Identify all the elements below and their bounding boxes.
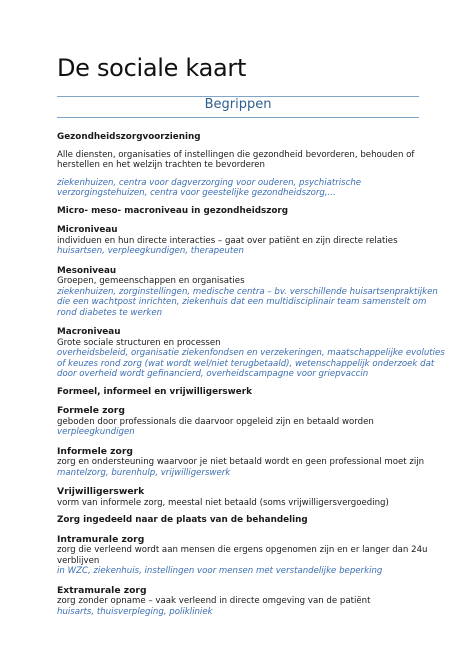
- subheading-mesoniveau: Mesoniveau: [57, 265, 117, 276]
- subheading-intramurale-zorg: Intramurale zorg: [57, 533, 145, 545]
- subheading-vrijwilligerswerk: Vrijwilligerswerk: [57, 486, 145, 497]
- page-title: De sociale kaart: [57, 54, 247, 82]
- example-text: of keuzes rond zorg (wat wordt wel/niet terugbetaald), wetenschappelijk onderzoek dat: [57, 358, 435, 369]
- example-text: huisartsen, verpleegkundigen, therapeuten: [57, 246, 244, 256]
- document-body: [57, 132, 445, 617]
- definition-text: zorg die verleend wordt aan mensen die ergens opgenomen zijn en er langer dan 24u: [57, 545, 428, 555]
- definition-text: geboden door professionals die daarvoor opgeleid zijn en betaald worden: [57, 416, 374, 427]
- definition-text: Grote sociale structuren en processen: [57, 337, 221, 348]
- definition-text: Alle diensten, organisaties of instellingen die gezondheid bevorderen, behouden of: [57, 149, 415, 160]
- definition-text: Groepen, gemeenschappen en organisaties: [57, 276, 245, 286]
- definition-text: zorg zonder opname – vaak verleend in directe omgeving van de patiënt: [57, 596, 371, 606]
- section-heading-niveaus: Micro- meso- macroniveau in gezondheidszorg: [57, 205, 289, 216]
- definition-text: zorg en ondersteuning waarvoor je niet betaald wordt en geen professional moet zijn: [57, 457, 425, 467]
- example-text: die een wachtpost inrichten, ziekenhuis dat een multidisciplinair team samenstelt om: [57, 297, 427, 307]
- example-text: ziekenhuizen, zorginstellingen, medische centra – bv. verschillende huisartsenpraktijken: [57, 286, 438, 297]
- example-text: ziekenhuizen, centra voor dagverzorging voor ouderen, psychiatrische: [57, 177, 362, 188]
- example-text: in WZC, ziekenhuis, instellingen voor mensen met verstandelijke beperking: [57, 566, 383, 576]
- page-subtitle: Begrippen: [204, 97, 272, 112]
- example-text: verpleegkundigen: [57, 427, 135, 437]
- subtitle-bottom-rule: [57, 117, 419, 118]
- example-text: verzorgingstehuizen, centra voor geestelijke gezondheidszorg,...: [57, 188, 336, 198]
- subheading-formele-zorg: Formele zorg: [57, 405, 125, 416]
- definition-text: vorm van informele zorg, meestal niet betaald (soms vrijwilligersvergoeding): [57, 497, 389, 508]
- subheading-informele-zorg: Informele zorg: [57, 445, 133, 457]
- example-text: huisarts, thuisverpleging, polikliniek: [57, 606, 213, 617]
- subheading-extramurale-zorg: Extramurale zorg: [57, 584, 147, 596]
- section-heading-formeel-informeel: Formeel, informeel en vrijwilligerswerk: [57, 386, 252, 397]
- section-heading-gezondheidszorgvoorziening: Gezondheidszorgvoorziening: [57, 132, 201, 142]
- example-text: overheidsbeleid, organisatie ziekenfondsen en verzekeringen, maatschappelijke evoluties: [57, 348, 445, 358]
- example-text: door overheid wordt gefinancierd, overheidscampagne voor griepvaccin: [57, 369, 369, 379]
- section-heading-plaats: Zorg ingedeeld naar de plaats van de behandeling: [57, 515, 308, 525]
- example-text: mantelzorg, burenhulp, vrijwilligerswerk: [57, 467, 231, 478]
- subheading-macroniveau: Macroniveau: [57, 327, 121, 337]
- definition-text: herstellen en het welzijn trachten te bevorderen: [57, 160, 265, 170]
- definition-text: verblijven: [57, 555, 100, 566]
- subheading-microniveau: Microniveau: [57, 225, 118, 235]
- example-text: rond diabetes te werken: [57, 307, 163, 318]
- definition-text: individuen en hun directe interacties – gaat over patiënt en zijn directe relaties: [57, 235, 398, 246]
